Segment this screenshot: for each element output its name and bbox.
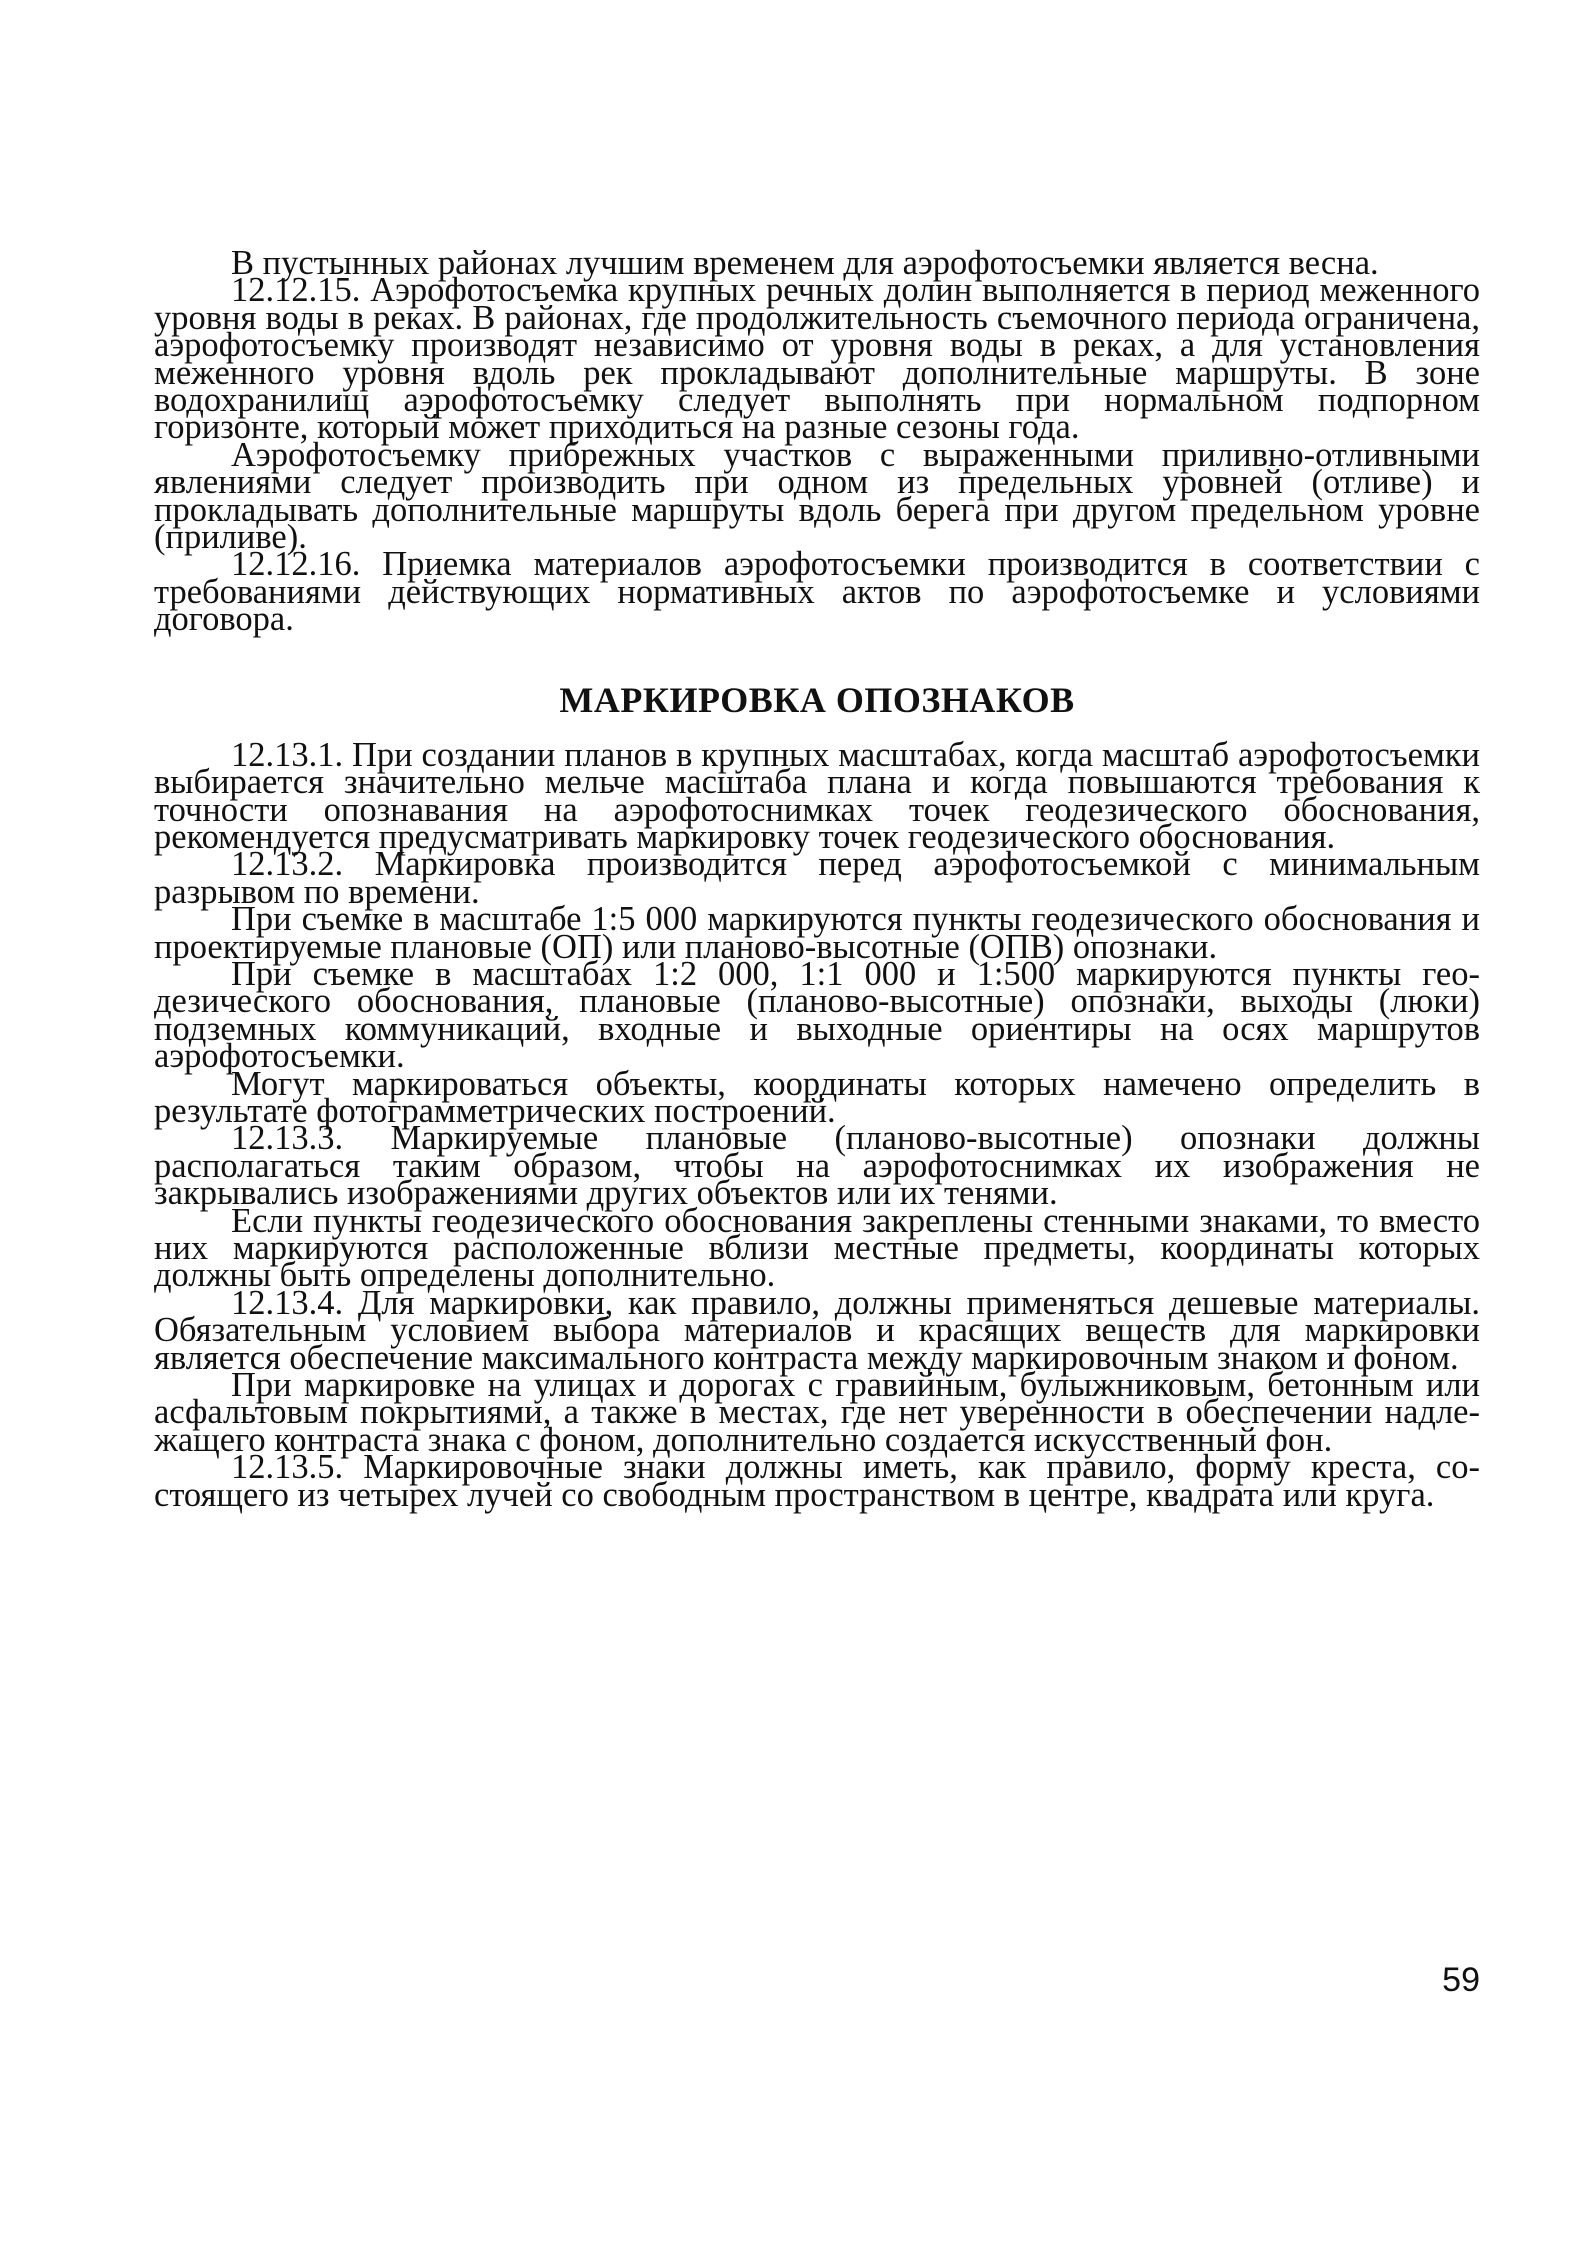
paragraph-12-13-2: 12.13.2. Маркировка производится перед аэрофотосъемкой с минимальным разрывом по времени.: [154, 845, 1480, 911]
paragraph-photogrammetric-objects: Могут маркироваться объекты, координаты которых намечено определить в результате фотограмметрических построений.: [154, 1064, 1480, 1130]
paragraph-desert-season: В пустынных районах лучшим временем для аэрофотосъемки является весна.: [231, 244, 1379, 282]
paragraph-12-13-5: 12.13.5. Маркировочные знаки должны иметь, как правило, форму креста, состоящего из четырех лучей со свободным пространством в центре, квадрата или круга.: [154, 1448, 1480, 1514]
paragraph-12-12-15: 12.12.15. Аэрофотосъемка крупных речных долин выполняется в период меженного уровня воды в реках. В районах, где продолжительность съемочного периода ограничена, аэрофотосъемку производят независимо от уровня воды в реках, а для установления меженного уровня вдоль рек прокладывают дополнительные маршруты. В зоне водохранилищ аэрофотосъемку следует выполнять при нормальном подпорном горизонте, который может приходиться на разные сезоны года.: [154, 271, 1480, 447]
paragraph-12-13-4: 12.13.4. Для маркировки, как правило, должны применяться дешевые материалы. Обязательным условием выбора материалов и красящих веществ для маркировки является обеспечение максимального контраста между маркировочным знаком и фоном.: [154, 1283, 1480, 1377]
paragraph-wall-marks: Если пункты геодезического обоснования закреплены стенными знаками, то вместо них маркируются расположенные вблизи местные предметы, координаты которых должны быть определены дополнительно.: [154, 1201, 1480, 1295]
paragraph-scale-5000: При съемке в масштабе 1:5 000 маркируются пункты геодезического обоснования и проектируемые плановые (ОП) или планово-высотные (ОПВ) опознаки.: [154, 900, 1480, 966]
paragraph-artificial-background: При маркировке на улицах и дорогах с гравийным, булыжниковым, бетонным или асфальтовым покрытиями, а также в местах, где нет уверенности в обеспечении надлежащего контраста знака с фоном, дополнительно создается искусственный фон.: [154, 1366, 1480, 1459]
paragraph-12-12-16: 12.12.16. Приемка материалов аэрофотосъемки производится в соответствии с требованиями действующих нормативных актов по аэрофотосъемке и условиями договора.: [154, 545, 1480, 639]
page-number: 59: [1442, 1961, 1480, 1999]
section-heading: МАРКИРОВКА ОПОЗНАКОВ: [559, 679, 1075, 720]
document-page: [154, 244, 1480, 1514]
paragraph-12-13-3: 12.13.3. Маркируемые плановые (планово-высотные) опознаки должны располагаться таким образом, чтобы на аэрофотоснимках их изображения не закрывались изображениями других объектов или их тенями.: [154, 1119, 1480, 1213]
paragraph-scale-2000-1000-500: При съемке в масштабах 1:2 000, 1:1 000 и 1:500 маркируются пункты геодезического обоснования, плановые (планово-высотные) опознаки, выходы (люки) подземных коммуникаций, входные и выходные ориентиры на осях маршрутов аэрофотосъемки.: [154, 954, 1480, 1076]
paragraph-12-13-1: 12.13.1. При создании планов в крупных масштабах, когда масштаб аэрофотосъемки выбирается значительно мельче масштаба плана и когда повышаются требования к точности опознавания на аэрофотоснимках точек геодезического обоснования, рекомендуется предусматривать маркировку точек геодезического обоснования.: [154, 735, 1480, 856]
paragraph-coastal-survey: Аэрофотосъемку прибрежных участков с выраженными приливно-отливными явлениями следует производить при одном из предельных уровней (отливе) и прокладывать дополнительные маршруты вдоль берега при другом предельном уровне (приливе).: [154, 435, 1480, 557]
